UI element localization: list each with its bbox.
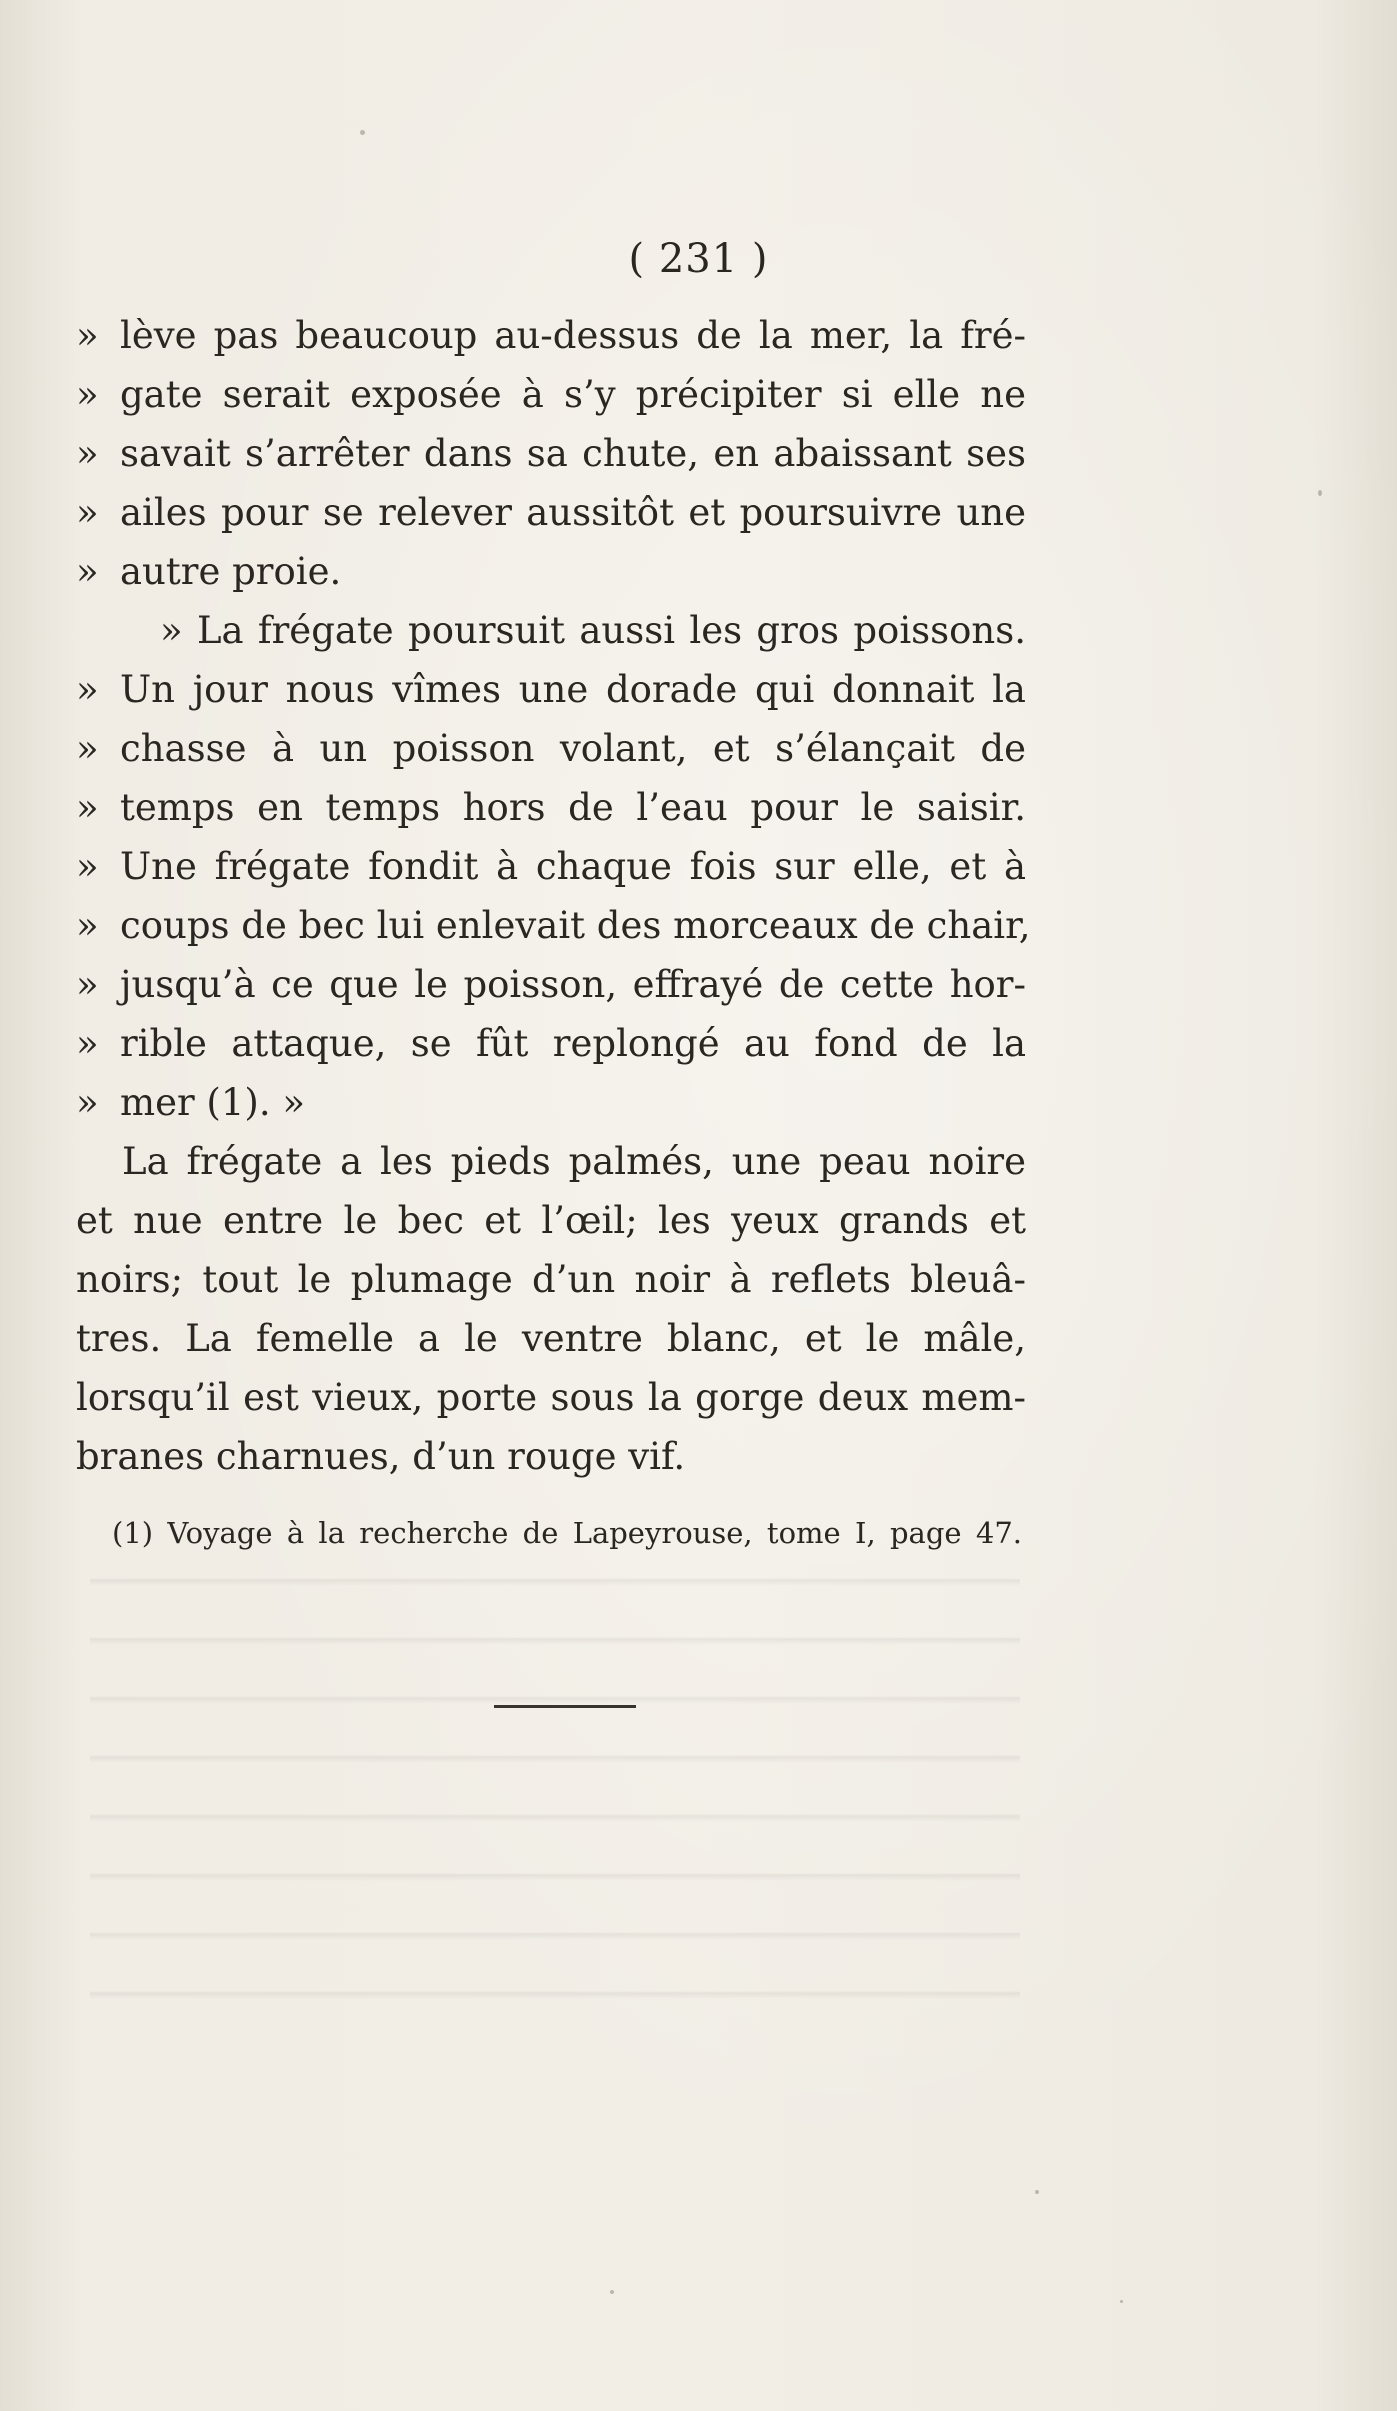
quote-mark: » bbox=[76, 432, 99, 475]
paper-speck bbox=[610, 2290, 614, 2294]
paper-speck bbox=[360, 130, 365, 135]
text-line bbox=[76, 1014, 1026, 1073]
quote-mark: » bbox=[76, 786, 99, 829]
line-text: lève pas beaucoup au-dessus de la mer, la fré- bbox=[120, 314, 1026, 357]
show-through-text bbox=[90, 1540, 1020, 2020]
text-line bbox=[76, 1191, 1026, 1250]
quote-mark: » bbox=[76, 314, 99, 357]
line-text: ailes pour se relever aussitôt et poursuivre une bbox=[120, 491, 1026, 534]
line-text: et nue entre le bec et l’œil; les yeux grands et bbox=[76, 1199, 1026, 1242]
quoted-paragraph bbox=[76, 306, 1031, 1132]
quote-mark: » bbox=[76, 845, 99, 888]
page-number: ( 231 ) bbox=[628, 236, 769, 282]
quote-mark bbox=[76, 601, 120, 660]
paper-speck bbox=[1120, 2300, 1123, 2303]
text-line bbox=[76, 365, 1026, 424]
text-line bbox=[76, 424, 1026, 483]
line-text: jusqu’à ce que le poisson, effrayé de cette hor- bbox=[120, 963, 1026, 1006]
line-text: Un jour nous vîmes une dorade qui donnait la bbox=[120, 668, 1026, 711]
text-line bbox=[76, 1309, 1026, 1368]
text-line bbox=[76, 1073, 1026, 1132]
text-line bbox=[76, 1368, 1026, 1427]
text-line bbox=[76, 896, 1031, 955]
line-text: branes charnues, d’un rouge vif. bbox=[76, 1435, 686, 1478]
text-line bbox=[76, 1427, 1026, 1486]
text-line bbox=[76, 778, 1026, 837]
body-text bbox=[76, 306, 1031, 1486]
line-text: mer (1). » bbox=[120, 1081, 305, 1124]
line-text: tres. La femelle a le ventre blanc, et le mâle, bbox=[76, 1317, 1026, 1360]
text-line bbox=[76, 483, 1026, 542]
text-line bbox=[76, 660, 1026, 719]
text-line bbox=[76, 601, 1026, 660]
line-text: La frégate a les pieds palmés, une peau noire bbox=[122, 1140, 1026, 1183]
quote-mark: » bbox=[76, 727, 99, 770]
quote-mark: » bbox=[76, 550, 99, 593]
text-line bbox=[76, 1250, 1026, 1309]
quote-mark: » bbox=[76, 1022, 99, 1065]
quote-mark: » bbox=[76, 491, 99, 534]
line-text: autre proie. bbox=[120, 550, 342, 593]
quote-mark: » bbox=[76, 963, 99, 1006]
line-text: » La frégate poursuit aussi les gros poissons. bbox=[160, 609, 1026, 652]
description-paragraph bbox=[76, 1132, 1026, 1486]
footnote: (1) Voyage à la recherche de Lapeyrouse, tome I, page 47. bbox=[112, 1516, 1022, 1550]
separator-rule bbox=[494, 1705, 636, 1708]
line-text: Une frégate fondit à chaque fois sur elle, et à bbox=[120, 845, 1026, 888]
text-line bbox=[76, 306, 1026, 365]
paper-speck bbox=[1035, 2190, 1039, 2194]
paper-speck bbox=[1318, 490, 1322, 496]
quote-mark: » bbox=[76, 1081, 99, 1124]
line-text: rible attaque, se fût replongé au fond de la bbox=[120, 1022, 1026, 1065]
line-text: coups de bec lui enlevait des morceaux de chair, bbox=[120, 904, 1031, 947]
text-line bbox=[76, 837, 1026, 896]
text-line bbox=[76, 955, 1026, 1014]
line-text: temps en temps hors de l’eau pour le saisir. bbox=[120, 786, 1026, 829]
line-text: chasse à un poisson volant, et s’élançait de bbox=[120, 727, 1026, 770]
text-line bbox=[76, 719, 1026, 778]
text-line bbox=[76, 542, 1026, 601]
quote-mark: » bbox=[76, 373, 99, 416]
line-text: noirs; tout le plumage d’un noir à reflets bleuâ- bbox=[76, 1258, 1026, 1301]
line-text: savait s’arrêter dans sa chute, en abaissant ses bbox=[120, 432, 1026, 475]
text-line bbox=[76, 1132, 1026, 1191]
quote-mark: » bbox=[76, 904, 99, 947]
quote-mark: » bbox=[76, 668, 99, 711]
line-text: gate serait exposée à s’y précipiter si elle ne bbox=[120, 373, 1026, 416]
line-text: lorsqu’il est vieux, porte sous la gorge deux mem- bbox=[76, 1376, 1026, 1419]
